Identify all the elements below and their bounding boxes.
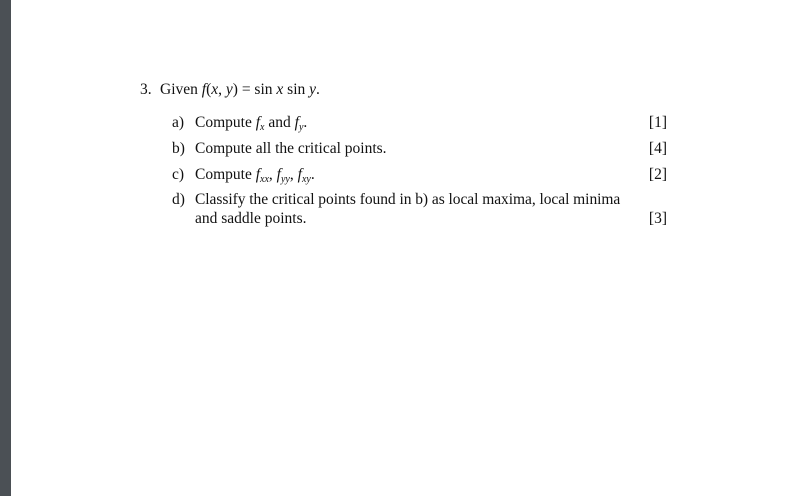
function-definition: f(x, y) = sin x sin y. (201, 81, 320, 98)
part-marks: [4] (648, 140, 667, 157)
part-text-continued: and saddle points. (195, 210, 307, 227)
part-label: a) (172, 114, 185, 131)
part-text: Compute $f_x$ and $f_y$. (195, 114, 308, 133)
part-text: Classify the critical points found in b) as local maxima, local minima (195, 191, 621, 208)
question-intro: Given (160, 81, 198, 98)
part-marks: [2] (648, 166, 667, 183)
part-text: Compute $f_{xx}$, $f_{yy}$, $f_{xy}$. (195, 166, 315, 185)
question-stem (160, 81, 320, 99)
part-marks: [3] (648, 210, 667, 227)
part-text: Compute all the critical points. (195, 140, 387, 157)
part-label: b) (172, 140, 185, 157)
viewer-left-panel-edge (0, 0, 11, 496)
part-label: d) (172, 191, 185, 208)
part-label: c) (172, 166, 185, 183)
question-number: 3. (140, 81, 152, 98)
part-marks: [1] (648, 114, 667, 131)
